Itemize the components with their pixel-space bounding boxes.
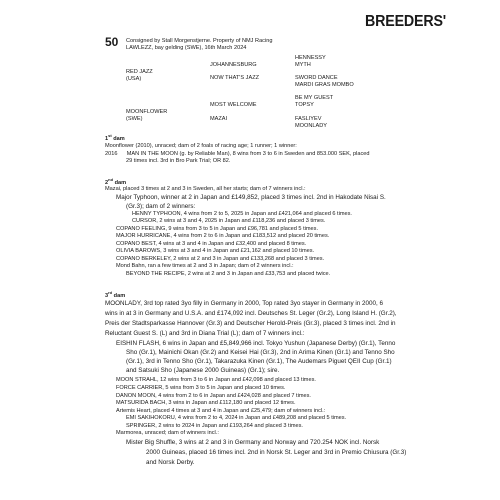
pedigree-sire — [126, 69, 153, 83]
third-dam-line: MATSURIDA BACH, 3 wins in Japan and £112,180 and placed 12 times. — [116, 400, 296, 406]
third-dam-line: MOON STRAHL, 12 wins from 3 to 6 in Japan and £42,098 and placed 13 times. — [116, 377, 316, 383]
third-dam-line: EMI SAKIHOKORU, 4 wins from 2 to 4, 2024 in Japan and £489,208 and placed 5 times. — [126, 415, 347, 421]
pedigree-text: MOONLADY — [295, 123, 328, 129]
pedigree-text: RED JAZZ — [126, 69, 153, 75]
third-dam-line: and Norsk Derby. — [146, 459, 195, 466]
second-dam-line: Major Typhoon, winner at 2 in Japan and £149,852, placed 3 times incl. 2nd in Hakodate Nisai S. — [116, 194, 386, 201]
lot-number: 50 — [105, 35, 119, 49]
third-dam-line: Sho (Gr.1), Mainichi Okan (Gr.2) and Keisei Hai (Gr.3), 2nd in Arima Kinen (Gr.1) and Tenno Sho — [126, 349, 395, 356]
pedigree-dds — [295, 116, 327, 130]
second-dam-line: COPANO BEST, 4 wins at 3 and 4 in Japan and £32,400 and placed 8 times. — [116, 241, 307, 247]
second-dam-line: COPANO FEELING, 9 wins from 3 to 5 in Japan and £96,781 and placed 5 times. — [116, 226, 318, 232]
second-dam-line: HENNY TYPHOON, 4 wins from 2 to 5, 2025 in Japan and £421,064 and placed 6 times. — [132, 211, 352, 217]
pedigree-sss — [295, 55, 326, 69]
pedigree-dss — [295, 95, 333, 109]
brand-logo: BREEDERS' — [365, 13, 446, 30]
third-dam-line: FORCE CARRIER, 5 wins from 3 to 5 in Japan and placed 10 times. — [116, 385, 286, 391]
pedigree-text: (SWE) — [126, 116, 143, 122]
third-dam-line: Marmorea, unraced; dam of winners incl.: — [116, 430, 219, 436]
second-dam-line: (Gr.3); dam of 2 winners: — [126, 203, 196, 210]
second-dam-line: MAJOR HURRICANE, 4 wins from 2 to 6 in Japan and £183,512 and placed 20 times. — [116, 233, 330, 239]
pedigree-text: MOONFLOWER — [126, 109, 168, 115]
third-dam-line: Reluctant Guest S. (L) and 3rd in Diana Trial (L); dam of 7 winners incl.: — [105, 330, 305, 337]
pedigree-ssd — [295, 75, 354, 89]
second-dam-line: OLIVIA BAROWS, 3 wins at 3 and 4 in Japan and £21,162 and placed 10 times. — [116, 248, 315, 254]
horse-title: LAWLEZZ, bay gelding (SWE), 16th March 2024 — [126, 45, 247, 51]
first-dam-line: Moonflower (2010), unraced; dam of 2 foals of racing age; 1 runner; 1 winner: — [105, 143, 297, 149]
second-dam-line: COPANO BERKELEY, 2 wins at 2 and 3 in Japan and £133,268 and placed 3 times. — [116, 256, 325, 262]
pedigree-text: TOPSY — [295, 102, 314, 108]
pedigree-dam-sire: MOST WELCOME — [210, 102, 257, 108]
third-dam-line: SPRINGER, 2 wins to 2024 in Japan and £193,264 and placed 3 times. — [126, 423, 303, 429]
pedigree-dam — [126, 109, 167, 123]
second-dam-line: BEYOND THE RECIPE, 2 wins at 2 and 3 in Japan and £33,753 and placed twice. — [126, 271, 331, 277]
third-dam-title: 3rd dam — [105, 290, 126, 299]
third-dam-line: Preis der Stadtsparkasse Hannover (Gr.3) and Deutscher Herold-Preis (Gr.3), placed 3 times incl. 2nd in — [105, 320, 396, 327]
second-dam-title: 2nd dam — [105, 177, 127, 186]
third-dam-line: wins in at 3 in Germany and U.S.A. and £174,092 incl. Deutsches St. Leger (Gr.2), Long Island H. (Gr.2), — [105, 310, 397, 317]
third-dam-line: Artemis Heart, placed 4 times at 3 and 4 in Japan and £25,479; dam of winners incl.: — [116, 408, 326, 414]
pedigree-text: FASLIYEV — [295, 116, 322, 122]
pedigree-text: MYTH — [295, 62, 311, 68]
pedigree-text: MARDI GRAS MOMBO — [295, 82, 354, 88]
pedigree-text: HENNESSY — [295, 55, 326, 61]
pedigree-sire-sire: JOHANNESBURG — [210, 62, 257, 68]
first-dam-title: 1st dam — [105, 133, 125, 142]
second-dam-line: Mond Bahn, ran a few times at 2 and 3 in Japan; dam of 2 winners incl.: — [116, 263, 294, 269]
third-dam-line: Mister Big Shuffle, 3 wins at 2 and 3 in Germany and Norway and 720.254 NOK incl. Norsk — [126, 439, 380, 446]
consignor-line: Consigned by Stall Morgenstjerne. Property of NMJ Racing — [126, 38, 273, 44]
second-dam-line: Mazai, placed 3 times at 2 and 3 in Sweden, all her starts; dam of 7 winners incl.: — [105, 186, 306, 192]
third-dam-line: DANON MOON, 4 wins from 2 to 6 in Japan and £424,028 and placed 7 times. — [116, 393, 311, 399]
first-dam-line: 2016 MAN IN THE MOON (g. by Reliable Man), 8 wins from 3 to 6 in Sweden and 853.000 SEK, placed — [105, 151, 370, 157]
pedigree-dam-dam: MAZAI — [210, 116, 228, 122]
pedigree-text: SWORD DANCE — [295, 75, 338, 81]
third-dam-line: EISHIN FLASH, 6 wins in Japan and £5,849,966 incl. Tokyo Yushun (Japanese Derby) (Gr.1), Tenno — [116, 340, 396, 347]
pedigree-text: BE MY GUEST — [295, 95, 334, 101]
third-dam-line: 2000 Guineas, placed 16 times incl. 2nd in Norsk St. Leger and 3rd in Premio Chiusura (Gr.3) — [146, 449, 407, 456]
pedigree-sire-dam: NOW THAT'S JAZZ — [210, 75, 260, 81]
first-dam-line: 29 times incl. 3rd in Bro Park Trial; OR 82. — [126, 158, 231, 164]
third-dam-line: and Satsuki Sho (Japanese 2000 Guineas) (Gr.1); sire. — [126, 367, 280, 374]
third-dam-line: (Gr.1), 3rd in Tenno Sho (Gr.1), Takarazuka Kinen (Gr.1), The Audemars Piguet QEII Cup (Gr.1) — [126, 358, 392, 365]
third-dam-line: MOONLADY, 3rd top rated 3yo filly in Germany in 2000, Top rated 3yo stayer in Germany in 2000, 6 — [105, 300, 384, 307]
pedigree-text: (USA) — [126, 76, 142, 82]
second-dam-line: CURSOR, 2 wins at 3 and 4, 2025 in Japan and £118,236 and placed 3 times. — [132, 218, 326, 224]
